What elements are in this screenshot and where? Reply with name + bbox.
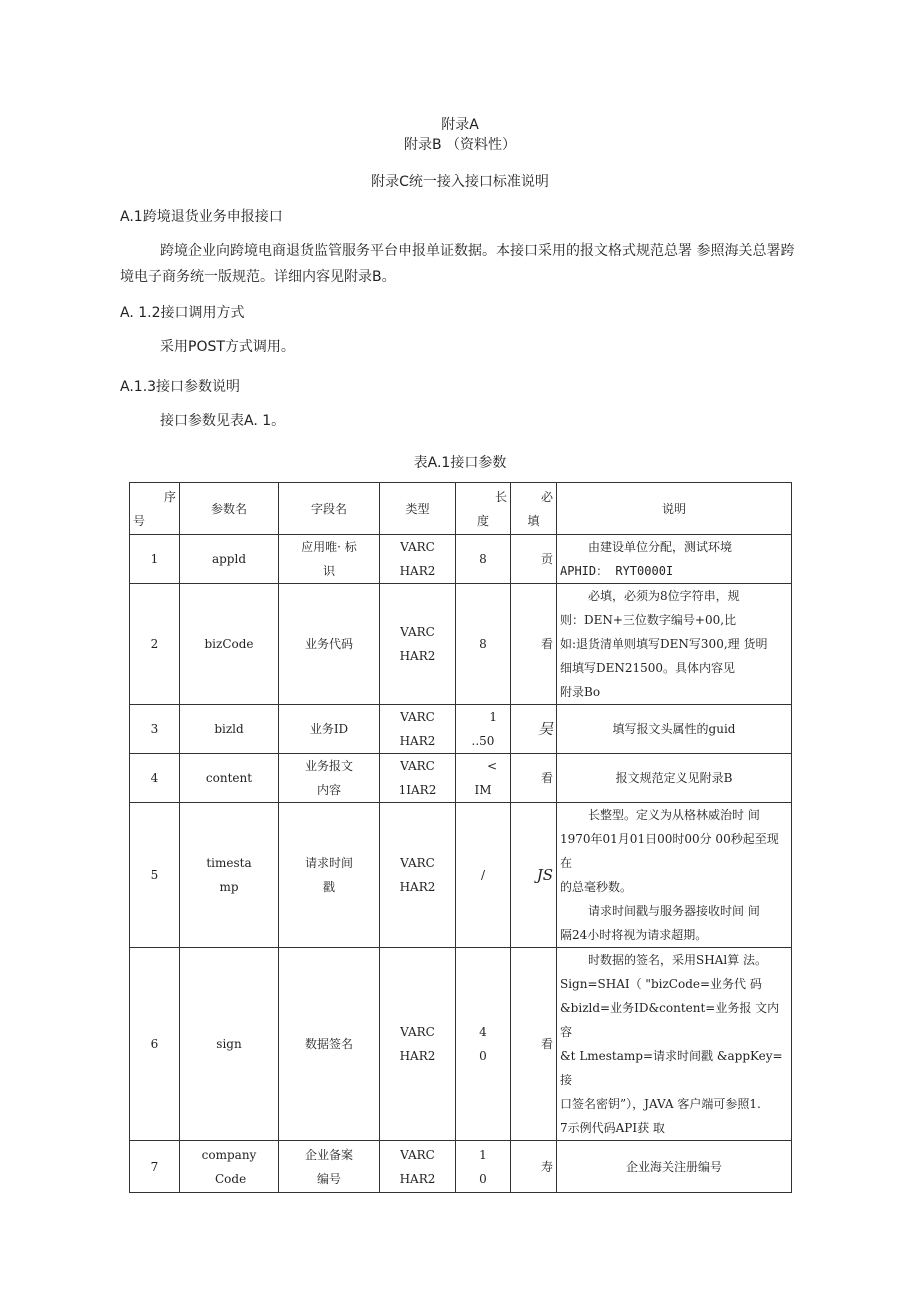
cell-length: 1 0: [456, 1141, 511, 1193]
table-row: [130, 948, 792, 1141]
cell-seq: 2: [130, 584, 180, 705]
section-a13-heading: A.1.3接口参数说明: [120, 379, 241, 395]
cell-length: 1 ..50: [456, 705, 511, 754]
header-description: 说明: [557, 483, 792, 535]
cell-field: 应用唯· 标 识: [279, 535, 380, 584]
cell-length: 4 0: [456, 948, 511, 1141]
cell-seq: 1: [130, 535, 180, 584]
cell-length: 8: [456, 535, 511, 584]
section-a1-paragraph: 跨境企业向跨境电商退货监管服务平台申报单证数据。本接口采用的报文格式规范总署 参照海关总署跨境电子商务统一版规范。详细内容见附录B。: [120, 243, 795, 285]
cell-param: company Code: [180, 1141, 279, 1193]
table-header-row: [130, 483, 792, 535]
appendix-a-title: 附录A: [441, 117, 479, 133]
cell-param: content: [180, 754, 279, 803]
cell-description: 由建设单位分配，测试环境 APHID： RYT0000I: [557, 535, 792, 584]
cell-type: VARC HAR2: [380, 948, 456, 1141]
cell-field: 业务报文 内容: [279, 754, 380, 803]
cell-field: 业务ID: [279, 705, 380, 754]
cell-type: VARC HAR2: [380, 535, 456, 584]
cell-param: sign: [180, 948, 279, 1141]
cell-seq: 5: [130, 803, 180, 948]
cell-seq: 4: [130, 754, 180, 803]
cell-required: 寿: [511, 1141, 557, 1193]
table-row: [130, 584, 792, 705]
section-a12-heading: A. 1.2接口调用方式: [120, 305, 245, 321]
parameters-table: [129, 482, 792, 1193]
header-field: 字段名: [279, 483, 380, 535]
section-a1-heading: A.1跨境退货业务申报接口: [120, 209, 283, 225]
table-row: [130, 705, 792, 754]
cell-field: 数据签名: [279, 948, 380, 1141]
cell-required: 贡: [511, 535, 557, 584]
cell-required: 吴: [511, 705, 557, 754]
cell-required: 看: [511, 754, 557, 803]
header-length: 长 度: [456, 483, 511, 535]
cell-type: VARC HAR2: [380, 1141, 456, 1193]
cell-type: VARC HAR2: [380, 584, 456, 705]
cell-type: VARC 1IAR2: [380, 754, 456, 803]
cell-seq: 6: [130, 948, 180, 1141]
section-a13-paragraph: 接口参数见表A. 1。: [160, 413, 286, 429]
table-row: [130, 535, 792, 584]
section-a12-paragraph: 采用POST方式调用。: [160, 339, 295, 355]
cell-field: 企业备案 编号: [279, 1141, 380, 1193]
cell-param: bizld: [180, 705, 279, 754]
cell-description: 企业海关注册编号: [557, 1141, 792, 1193]
cell-length: < IM: [456, 754, 511, 803]
cell-required: 看: [511, 948, 557, 1141]
table-row: [130, 803, 792, 948]
cell-seq: 7: [130, 1141, 180, 1193]
header-param: 参数名: [180, 483, 279, 535]
appendix-b-title: 附录B （资料性）: [403, 137, 517, 153]
cell-description: 长整型。定义为从格林威治时 间 1970年01月01日00时00分 00秒起至现在 的总毫秒数。 请求时间戳与服务器接收时间 间 隔24小时将视为请求超期。: [557, 803, 792, 948]
table-row: [130, 1141, 792, 1193]
appendix-c-title: 附录C统一接入接口标准说明: [371, 174, 549, 190]
cell-description: 时数据的签名，采用SHAl算 法。 Sign=SHAI（ "bizCode=业务代 码 &bizld=业务ID&content=业务报 文内容 &t Lmestamp=请求时间戳 &appKey=接 口签名密钥”），JAVA 客户端可参照1. 7示例代码API获 取: [557, 948, 792, 1141]
header-type: 类型: [380, 483, 456, 535]
cell-required: JS: [511, 803, 557, 948]
cell-param: timesta mp: [180, 803, 279, 948]
cell-description: 报文规范定义见附录B: [557, 754, 792, 803]
cell-field: 业务代码: [279, 584, 380, 705]
cell-required: 看: [511, 584, 557, 705]
header-seq: 序 号: [130, 483, 180, 535]
cell-field: 请求时间 戳: [279, 803, 380, 948]
header-required: 必 填: [511, 483, 557, 535]
cell-length: /: [456, 803, 511, 948]
cell-length: 8: [456, 584, 511, 705]
cell-type: VARC HAR2: [380, 803, 456, 948]
cell-seq: 3: [130, 705, 180, 754]
cell-param: bizCode: [180, 584, 279, 705]
table-caption: 表A.1接口参数: [413, 455, 507, 471]
cell-type: VARC HAR2: [380, 705, 456, 754]
cell-description: 填写报文头属性的guid: [557, 705, 792, 754]
table-row: [130, 754, 792, 803]
cell-param: appld: [180, 535, 279, 584]
cell-description: 必填，必须为8位字符串，规 则：DEN+三位数字编号+00,比 如:退货清单则填写DEN写300,理 货明 细填写DEN21500。具体内容见 附录Bo: [557, 584, 792, 705]
